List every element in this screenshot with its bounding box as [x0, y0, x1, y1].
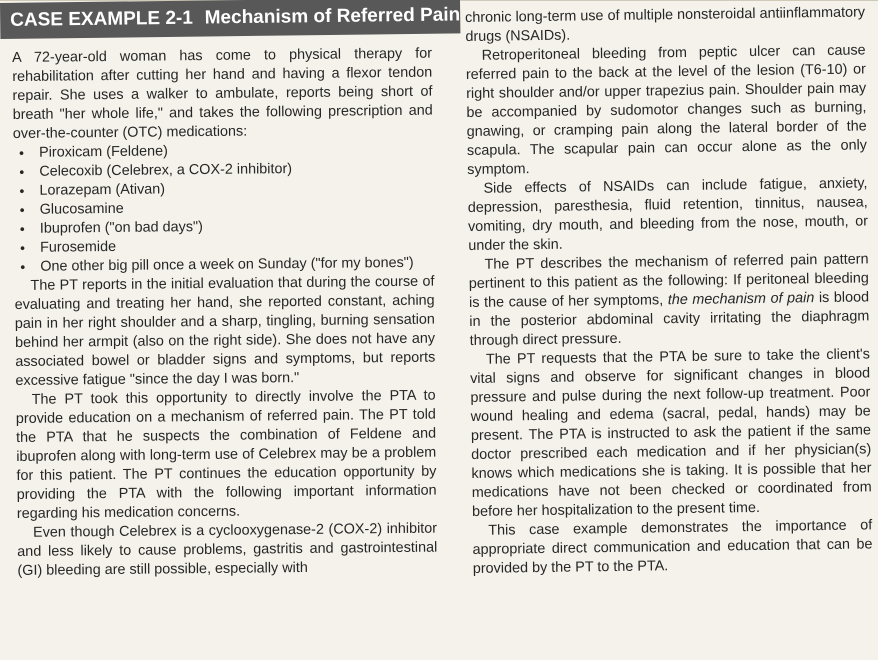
side-effects-paragraph: Side effects of NSAIDs can include fatigue, anxiety, depression, paresthesia, fluid retention, tinnitus, nausea, vomiting, dry mouth, and bleeding from the nose, mouth, or under the skin.: [467, 175, 869, 254]
vital-signs-paragraph: The PT requests that the PTA be sure to take the client's vital signs and observe for significant changes in blood pressure and pulse during the next follow-up treatment. Poor wound healing and edema (sacral, pedal, hands) may be present. The PTA is instructed to ask the patient if the same doctor prescribed each medication and if her physician(s) knows which medications she is taking. It is possible that her medications have not been checked or coordinated from before her hospitalization to the present time.: [470, 346, 872, 520]
medication-item: • Piroxicam (Feldene): [13, 140, 433, 163]
conclusion-paragraph: This case example demonstrates the importance of appropriate direct communication and education that can be provided by the PT to the PTA.: [472, 517, 873, 577]
medication-item: • Celecoxib (Celebrex, a COX-2 inhibitor): [13, 159, 433, 182]
medication-item: • Ibuprofen ("on bad days"): [14, 216, 434, 239]
education-paragraph: The PT took this opportunity to directly involve the PTA to provide education on a mechanism of referred pain. The PT told the PTA that he suspects the combination of Feldene and ibuprofen along with long-term use of Celebrex may be a problem for this patient. The PT continues the education opportunity by providing the PTA with the following important information regarding his medication concerns.: [15, 387, 437, 522]
case-example-label: CASE EXAMPLE 2-1: [10, 7, 193, 31]
evaluation-paragraph: The PT reports in the initial evaluation that during the course of evaluating and treating her hand, she reported constant, aching pain in her right shoulder and a sharp, tingling, burning sensation behind her armpit (also on the right side). She does not have any associated bowel or bladder signs and symptoms, but reports excessive fatigue "since the day I was born.": [14, 273, 436, 389]
left-column: [12, 45, 438, 581]
right-column: [465, 3, 873, 579]
medication-item: • One other big pill once a week on Sunday ("for my bones"): [14, 254, 434, 277]
case-example-header: [0, 0, 460, 39]
mechanism-emphasis: the mechanism of pain: [667, 290, 815, 309]
mechanism-text-start: The PT describes the mechanism of referred pain pattern pertinent to this patient as the following: If peritoneal bleeding is the cause of her symptoms,: [468, 251, 869, 311]
nsaid-continuation: chronic long-term use of multiple nonsteroidal antiinflammatory drugs (NSAIDs).: [465, 4, 866, 45]
medication-item: • Lorazepam (Ativan): [13, 178, 433, 201]
case-example-title: Mechanism of Referred Pain: [204, 4, 461, 29]
retroperitoneal-paragraph: Retroperitoneal bleeding from peptic ulcer can cause referred pain to the back at the level of the lesion (T6-10) or right shoulder and/or upper trapezius pain. Shoulder pain may be accompanied by sudomotor changes such as burning, gnawing, or cramping pain along the lateral border of the scapula. The scapular pain can occur alone as the only symptom.: [465, 42, 868, 178]
celebrex-paragraph: Even though Celebrex is a cyclooxygenase-2 (COX-2) inhibitor and less likely to cause problems, gastritis and gastrointestinal (GI) bleeding are still possible, especially with: [17, 520, 438, 579]
mechanism-text-end: is blood in the posterior abdominal cavity irritating the diaphragm through direct pressure.: [469, 289, 870, 349]
medication-item: • Glucosamine: [14, 197, 434, 220]
mechanism-paragraph: [468, 250, 869, 351]
medication-list: [13, 140, 434, 277]
medication-item: • Furosemide: [14, 235, 434, 258]
intro-paragraph: A 72-year-old woman has come to physical therapy for rehabilitation after cutting her hand and having a flexor tendon repair. She uses a walker to ambulate, reports being short of breath "her whole life," and takes the following prescription and over-the-counter (OTC) medications:: [12, 45, 433, 142]
